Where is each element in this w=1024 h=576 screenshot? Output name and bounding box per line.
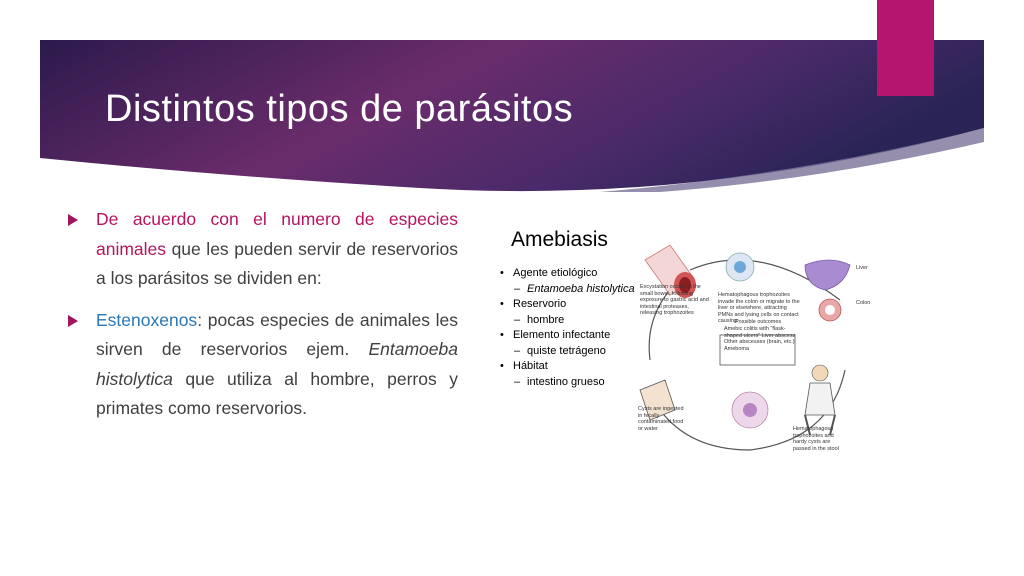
amebiasis-figure bbox=[490, 210, 890, 460]
bullet-italic-text: Entamoeba histolytica bbox=[96, 339, 458, 389]
bullet-list bbox=[68, 205, 458, 436]
figure-subitem: – quiste tetrágeno bbox=[527, 344, 635, 360]
figure-subitem: – hombre bbox=[527, 313, 635, 329]
figure-heading: Amebiasis bbox=[511, 228, 608, 251]
label-hematophagous-passed: Hematophagous trophozoites and hardy cysts are passed in the stool bbox=[793, 426, 839, 452]
bullet-arrow-icon bbox=[68, 214, 78, 226]
trophozoite-cell-icon bbox=[732, 392, 768, 428]
liver-icon bbox=[805, 260, 850, 290]
bullet-highlight-blue: Estenoxenos bbox=[96, 309, 198, 330]
bullet-item bbox=[68, 306, 458, 424]
figure-item: • Reservorio bbox=[513, 297, 635, 313]
slide-title: Distintos tipos de parásitos bbox=[105, 88, 574, 130]
colon-icon bbox=[819, 299, 841, 321]
figure-subitem: – intestino grueso bbox=[527, 375, 635, 391]
cyst-cell-icon bbox=[726, 253, 754, 281]
label-possible-outcomes: Possible outcomes bbox=[735, 319, 782, 325]
bullet-text: : pocas especies de animales les sirven de reservorios ejem. bbox=[96, 309, 458, 359]
bullet-arrow-icon bbox=[68, 315, 78, 327]
figure-item: • Hábitat bbox=[513, 359, 635, 375]
label-excystation: Excystation occurs in the small bowel, following exposure to gastric acid and intestinal proteases, releasing trophozoites bbox=[640, 284, 709, 316]
bullet-text: que utiliza al hombre, perros y primates como reservorios. bbox=[96, 368, 458, 418]
figure-item: • Elemento infectante bbox=[513, 328, 635, 344]
label-hematophagous-invade: Hematophagous trophozoites invade the colon or migrate to the liver or elsewhere, attracting PMNs and lysing cells on contact causing: bbox=[718, 292, 800, 324]
label-colon: Colon bbox=[856, 300, 871, 306]
label-liver: Liver bbox=[856, 265, 868, 271]
human-figure-icon bbox=[805, 365, 835, 435]
label-outcomes-list: Amebic colitis with "flask-shaped ulcers" Liver abscess Other abscesses (brain, etc.) Ameboma bbox=[724, 326, 796, 352]
bullet-text: que les pueden servir de reservorios a los parásitos se dividen en: bbox=[96, 238, 458, 288]
figure-list bbox=[500, 266, 635, 390]
bullet-highlight-red: De acuerdo con el numero de especies animales bbox=[96, 209, 458, 259]
figure-item: • Agente etiológico bbox=[513, 266, 635, 282]
label-cysts-ingested: Cysts are ingested in fecally contaminated food or water bbox=[638, 406, 684, 432]
bullet-item bbox=[68, 205, 458, 294]
figure-subitem: – Entamoeba histolytica bbox=[527, 282, 635, 298]
accent-tab bbox=[877, 0, 934, 96]
